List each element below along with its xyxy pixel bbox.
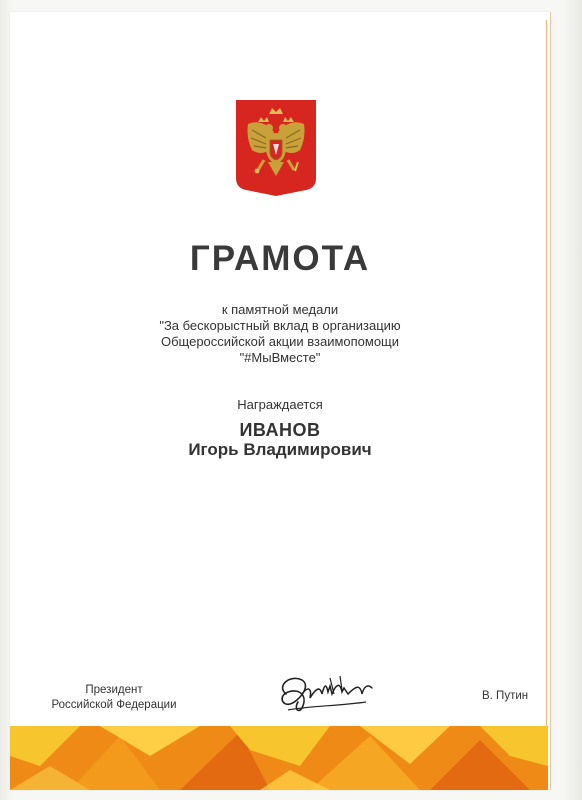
signer-position-line: Российской Федерации [51,699,177,711]
recipient-surname: ИВАНОВ [239,420,321,440]
signer-position-line: Президент [85,684,143,696]
medal-line: "#МыВместе" [239,350,321,365]
medal-line: Общероссийской акции взаимопомощи [160,334,400,349]
certificate-sheet [10,12,551,790]
signer-name: В. Путин [482,690,529,702]
coat-of-arms-icon [236,100,316,196]
awarded-label: Награждается [237,397,323,412]
signer-position [34,683,194,713]
edge-line [546,20,547,730]
medal-description [10,302,550,366]
certificate-title: ГРАМОТА [189,239,371,278]
recipient-name: Игорь Владимирович [188,440,372,459]
medal-line: к памятной медали [221,302,339,317]
decorative-banner [10,726,548,790]
signature-icon [268,664,388,716]
medal-line: "За бескорыстный вклад в организацию [159,318,401,333]
